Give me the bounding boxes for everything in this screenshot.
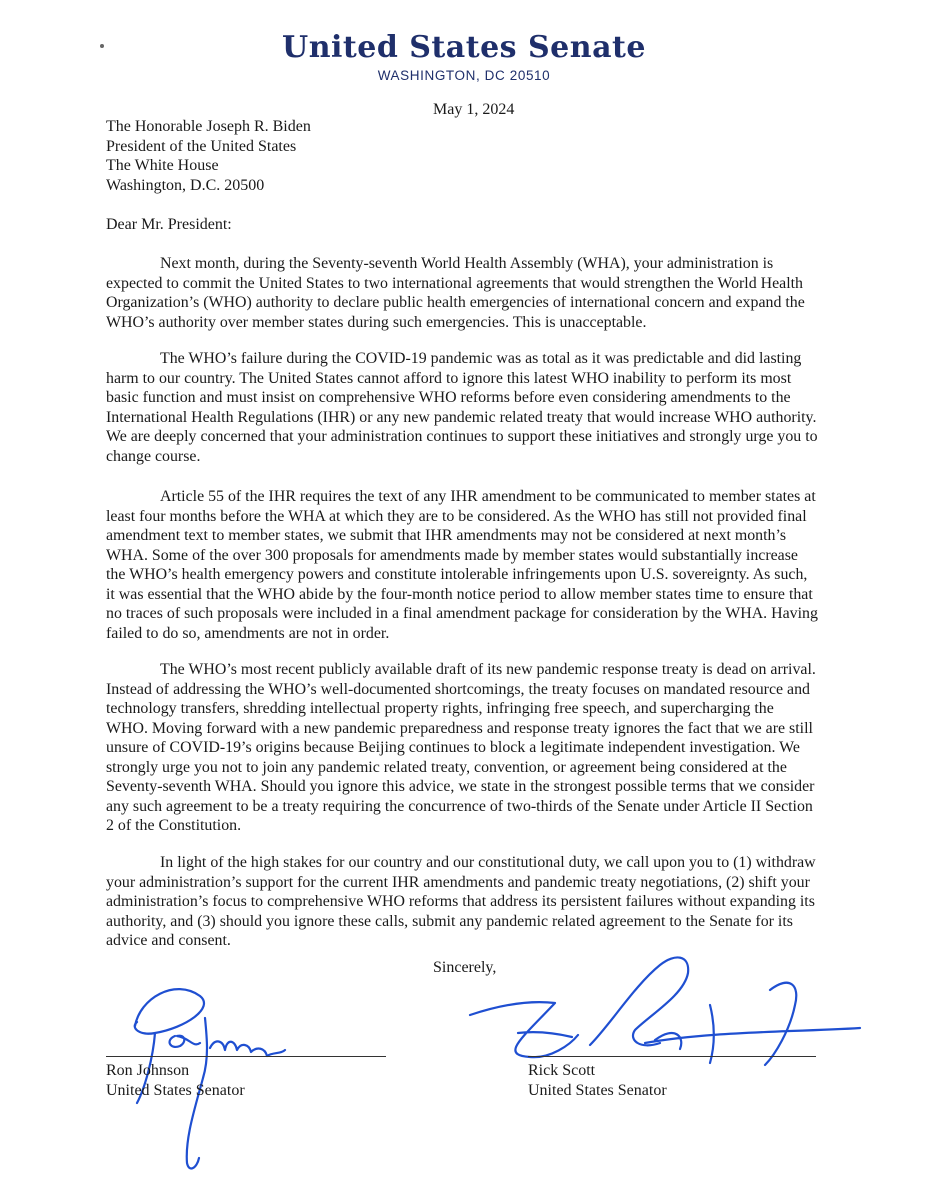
- body-paragraph: Next month, during the Seventy-seventh World Health Assembly (WHA), your administration is expected to commit the United States to two international agreements that would strengthen the World Health Organization’s (WHO) authority to declare public health emergencies of international concern and expand the WHO’s authority over member states during such emergencies. This is unacceptable.: [106, 255, 805, 331]
- body-paragraph: The WHO’s failure during the COVID-19 pandemic was as total as it was predictable and did lasting harm to our country. The United States cannot afford to ignore this latest WHO inability to perform its most basic function and must insist on comprehensive WHO reforms before even considering amendments to the International Health Regulations (IHR) or any new pandemic related treaty that would increase WHO authority. We are deeply concerned that your administration continues to support these initiatives and strongly urge you to change course.: [106, 350, 818, 465]
- letterhead: [0, 30, 928, 83]
- signer-name: Ron Johnson: [106, 1062, 190, 1079]
- signer-title: United States Senator: [106, 1082, 245, 1099]
- signer-block: [106, 1061, 245, 1101]
- closing: Sincerely,: [433, 959, 497, 976]
- signature-line: [106, 1056, 386, 1057]
- recipient-line: Washington, D.C. 20500: [106, 176, 265, 194]
- signer-name: Rick Scott: [528, 1062, 596, 1079]
- signer-title: United States Senator: [528, 1082, 667, 1099]
- letterhead-address: WASHINGTON, DC 20510: [377, 68, 551, 83]
- recipient-address: [106, 117, 311, 195]
- recipient-line: The White House: [106, 157, 219, 175]
- recipient-line: President of the United States: [106, 137, 297, 155]
- letter-date: May 1, 2024: [433, 101, 515, 118]
- body-paragraph: In light of the high stakes for our country and our constitutional duty, we call upon you to (1) withdraw your administration’s support for the current IHR amendments and pandemic treaty negotiations, (2) shift your administration’s focus to comprehensive WHO reforms that address its persistent failures without expanding its authority, and (3) should you ignore these calls, submit any pandemic related agreement to the Senate for its advice and consent.: [106, 854, 816, 949]
- letterhead-title: United States Senate: [282, 30, 646, 65]
- signer-block: [528, 1061, 667, 1101]
- recipient-line: The Honorable Joseph R. Biden: [106, 118, 311, 135]
- signature-line: [528, 1056, 816, 1057]
- body-paragraph: The WHO’s most recent publicly available draft of its new pandemic response treaty is dead on arrival. Instead of addressing the WHO’s well-documented shortcomings, the treaty focuses on mandated resource and technology transfers, shredding intellectual property rights, infringing free speech, and supercharging the WHO. Moving forward with a new pandemic preparedness and response treaty ignores the fact that we are still unsure of COVID-19’s origins because Beijing continues to block a legitimate independent investigation. We strongly urge you not to join any pandemic related treaty, convention, or agreement being considered at the Seventy-seventh WHA. Should you ignore this advice, we state in the strongest possible terms that we consider any such agreement to be a treaty requiring the concurrence of two-thirds of the Senate under Article II Section 2 of the Constitution.: [106, 661, 816, 834]
- salutation: Dear Mr. President:: [106, 216, 232, 233]
- body-paragraph: Article 55 of the IHR requires the text of any IHR amendment to be communicated to member states at least four months before the WHA at which they are to be considered. As the WHO has still not provided final amendment text to member states, we submit that IHR amendments may not be considered at next month’s WHA. Some of the over 300 proposals for amendments made by member states would substantially increase the WHO’s health emergency powers and constitute intolerable infringements upon U.S. sovereignty. As such, it was essential that the WHO abide by the four-month notice period to allow member states time to ensure that no traces of such proposals were included in a final amendment package for consideration by the WHA. Having failed to do so, amendments are not in order.: [106, 488, 818, 642]
